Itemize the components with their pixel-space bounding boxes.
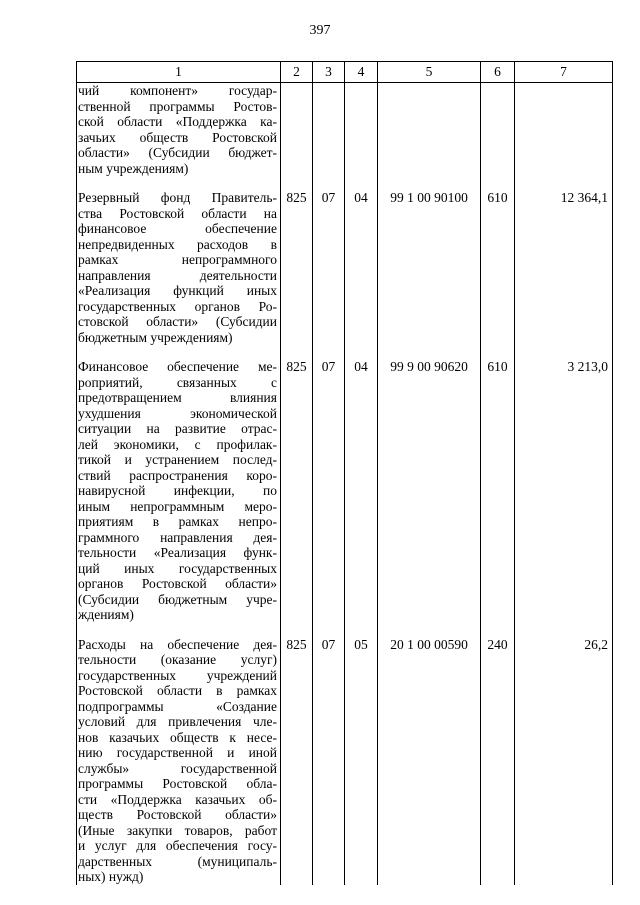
subsection-cell: 04: [345, 345, 378, 623]
description-line: программы Ростовской обла-: [78, 776, 277, 791]
description-line: стовской области» (Субсидии: [78, 314, 277, 329]
admin-code-cell: 825: [281, 176, 313, 345]
budget-table: [76, 61, 613, 885]
description-line: Финансовое обеспечение ме-: [78, 359, 277, 374]
expense-type-cell: [481, 83, 515, 177]
description-line: тельности (оказание услуг): [78, 652, 277, 667]
expense-type-cell: 610: [481, 345, 515, 623]
target-article-cell: [378, 83, 481, 177]
header-col-3: 3: [313, 62, 345, 83]
description-line: иным непрограммным меро-: [78, 498, 277, 514]
description-line: области» (Субсидии бюджет-: [78, 145, 277, 160]
description-cell: [77, 345, 281, 623]
description-line: нию государственной и иной: [78, 745, 277, 760]
description-line: нов казачьих обществ к несе-: [78, 729, 277, 745]
description-line: органов Ростовской области»: [78, 576, 277, 591]
description-line: ситуации на развитие отрас-: [78, 421, 277, 436]
header-col-1: 1: [77, 62, 281, 83]
expense-type-cell: 240: [481, 623, 515, 885]
amount-cell: 12 364,1: [515, 176, 613, 345]
expense-type-cell: 610: [481, 176, 515, 345]
description-line: зачьих обществ Ростовской: [78, 129, 277, 145]
description-cell: [77, 623, 281, 885]
description-line: роприятий, связанных с: [78, 374, 277, 390]
description-line: Ростовской области в рамках: [78, 683, 277, 698]
description-line: приятиям в рамках непро-: [78, 514, 277, 529]
target-article-cell: 99 9 00 90620: [378, 345, 481, 623]
description-line: рамках непрограммного: [78, 252, 277, 267]
description-line: и услуг для обеспечения госу-: [78, 838, 277, 853]
subsection-cell: 05: [345, 623, 378, 885]
header-col-6: 6: [481, 62, 515, 83]
table-row: [77, 83, 613, 177]
description-cell: [77, 83, 281, 177]
description-line: ствий распространения коро-: [78, 467, 277, 483]
description-line: ным учреждениям): [78, 160, 189, 176]
description-line: Расходы на обеспечение дея-: [78, 636, 277, 652]
page-number: 397: [309, 23, 331, 38]
description-line: ухудшения экономической: [78, 405, 277, 421]
description-line: тельности «Реализация функ-: [78, 545, 277, 560]
description-line: непредвиденных расходов в: [78, 236, 277, 252]
description-line: ществ Ростовской области»: [78, 807, 277, 822]
description-line: условий для привлечения чле-: [78, 714, 277, 729]
description-line: государственных органов Ро-: [78, 298, 277, 314]
table-row: [77, 345, 613, 623]
amount-cell: 3 213,0: [515, 345, 613, 623]
description-line: ственной программы Ростов-: [78, 98, 277, 114]
description-line: ждениям): [78, 607, 134, 622]
description-line: чий компонент» государ-: [78, 83, 277, 98]
description-line: финансовое обеспечение: [78, 221, 277, 236]
header-col-7: 7: [515, 62, 613, 83]
header-row: [77, 62, 613, 83]
description-line: ской области «Поддержка ка-: [78, 114, 277, 129]
description-line: направления деятельности: [78, 267, 277, 283]
description-line: службы» государственной: [78, 760, 277, 776]
description-line: лей экономики, с профилак-: [78, 436, 277, 452]
description-line: ций иных государственных: [78, 560, 277, 576]
section-cell: 07: [313, 623, 345, 885]
target-article-cell: 20 1 00 00590: [378, 623, 481, 885]
header-col-4: 4: [345, 62, 378, 83]
description-line: (Иные закупки товаров, работ: [78, 822, 277, 838]
description-line: навирусной инфекции, по: [78, 483, 277, 498]
table-row: [77, 623, 613, 885]
description-line: тикой и устранением послед-: [78, 452, 277, 467]
description-line: подпрограммы «Создание: [78, 698, 277, 714]
description-line: «Реализация функций иных: [78, 283, 277, 298]
description-line: бюджетным учреждениям): [78, 329, 233, 345]
header-col-5: 5: [378, 62, 481, 83]
description-line: (Субсидии бюджетным учре-: [78, 591, 277, 607]
amount-cell: 26,2: [515, 623, 613, 885]
header-col-2: 2: [281, 62, 313, 83]
description-line: граммного направления дея-: [78, 529, 277, 545]
description-cell: [77, 176, 281, 345]
description-line: ных) нужд): [78, 869, 144, 884]
admin-code-cell: [281, 83, 313, 177]
target-article-cell: 99 1 00 90100: [378, 176, 481, 345]
amount-cell: [515, 83, 613, 177]
subsection-cell: 04: [345, 176, 378, 345]
section-cell: 07: [313, 345, 345, 623]
admin-code-cell: 825: [281, 623, 313, 885]
subsection-cell: [345, 83, 378, 177]
description-line: дарственных (муниципаль-: [78, 853, 277, 869]
description-line: сти «Поддержка казачьих об-: [78, 791, 277, 807]
section-cell: 07: [313, 176, 345, 345]
section-cell: [313, 83, 345, 177]
description-line: предотвращением влияния: [78, 390, 277, 405]
admin-code-cell: 825: [281, 345, 313, 623]
table-row: [77, 176, 613, 345]
description-line: Резервный фонд Правитель-: [78, 190, 277, 205]
description-line: ства Ростовской области на: [78, 205, 277, 221]
description-line: государственных учреждений: [78, 667, 277, 683]
